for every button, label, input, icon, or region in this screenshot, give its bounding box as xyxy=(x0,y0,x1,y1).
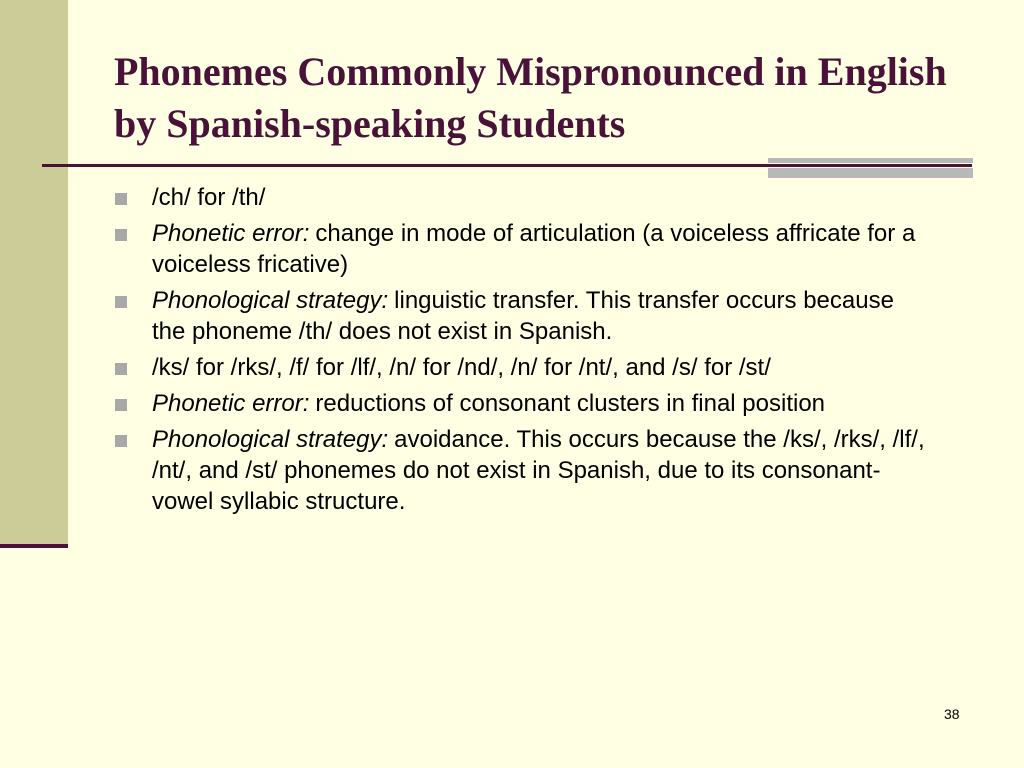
square-bullet-icon xyxy=(115,296,127,308)
square-bullet-icon xyxy=(115,229,127,241)
bullet-lead: Phonological strategy: xyxy=(152,287,389,314)
square-bullet-icon xyxy=(115,193,127,205)
bullet-lead: Phonological strategy: xyxy=(152,426,389,453)
page-number: 38 xyxy=(944,706,960,722)
title-divider xyxy=(42,164,972,167)
bullet-text: reductions of consonant clusters in final position xyxy=(315,390,826,417)
bullet-text: avoidance. This occurs because the /ks/, /rks/, /lf/, /nt/, and /st/ phonemes do not exist in Spanish, due to its consonant-vowel syllabic structure. xyxy=(152,426,925,515)
bullet-text: /ks/ for /rks/, /f/ for /lf/, /n/ for /nd/, /n/ for /nt/, and /s/ for /st/ xyxy=(152,354,771,381)
bullet-item xyxy=(115,388,930,419)
square-bullet-icon xyxy=(115,399,127,411)
decor-gray-bar-bottom xyxy=(768,168,973,178)
bullet-text: /ch/ for /th/ xyxy=(152,184,266,211)
bullet-item xyxy=(115,182,930,213)
left-decor-bar xyxy=(0,0,68,545)
bullet-lead: Phonetic error: xyxy=(152,220,310,247)
slide-title: Phonemes Commonly Mispronounced in English by Spanish-speaking Students xyxy=(114,49,947,146)
square-bullet-icon xyxy=(115,435,127,447)
left-bar-underline xyxy=(0,544,68,548)
square-bullet-icon xyxy=(115,363,127,375)
bullet-item xyxy=(115,424,930,517)
bullet-text: change in mode of articulation (a voiceless affricate for a voiceless fricative) xyxy=(152,220,916,278)
bullet-item xyxy=(115,352,930,383)
bullet-item xyxy=(115,218,930,280)
decor-gray-bar-top xyxy=(768,158,973,163)
bullet-list xyxy=(115,182,930,522)
bullet-text: linguistic transfer. This transfer occurs because the phoneme /th/ does not exist in Spanish. xyxy=(152,287,894,345)
bullet-lead: Phonetic error: xyxy=(152,390,310,417)
bullet-item xyxy=(115,285,930,347)
